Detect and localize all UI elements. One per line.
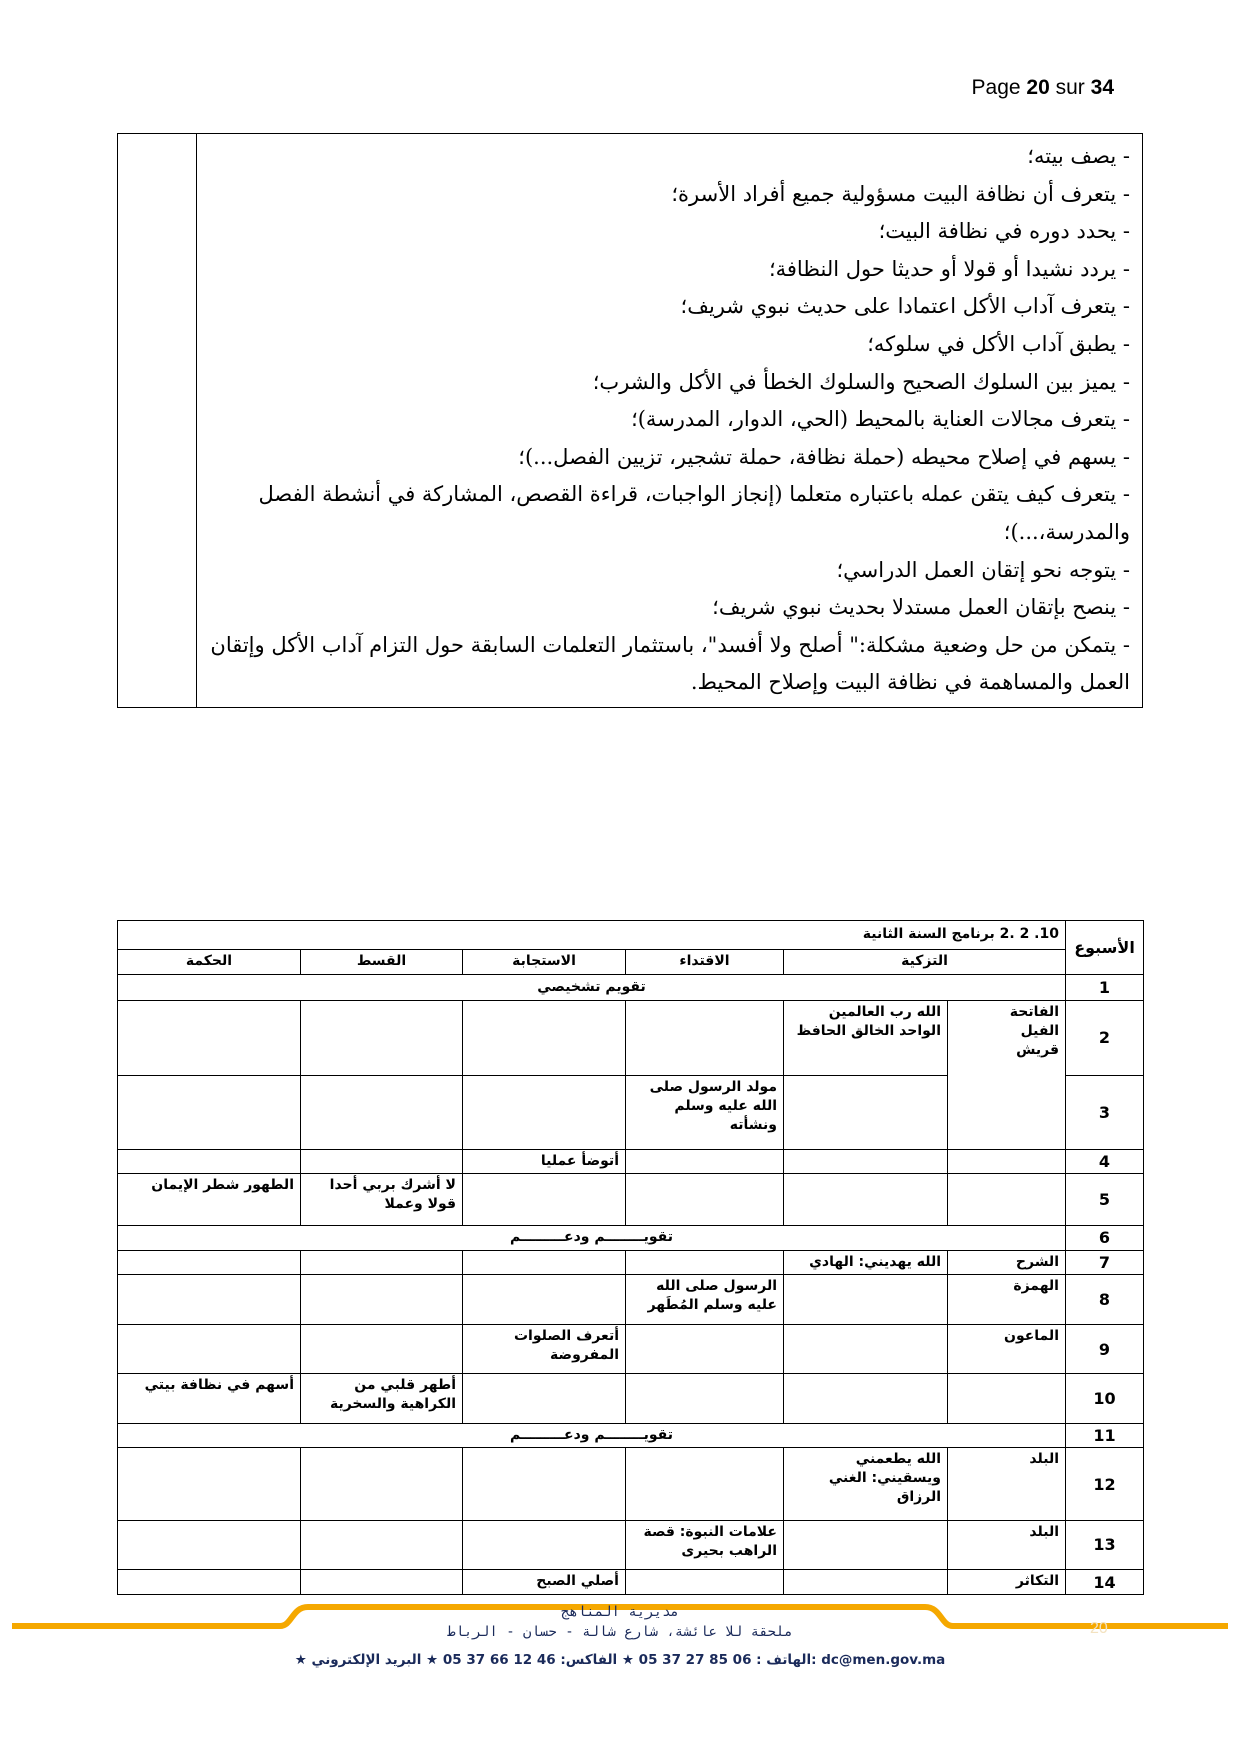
objective-item: - يحدد دوره في نظافة البيت؛ <box>878 219 1130 244</box>
objective-item: - يتعرف أن نظافة البيت مسؤولية جميع أفراد الأسرة؛ <box>671 181 1130 206</box>
iqtida-cell: مولد الرسول صلى الله عليه وسلم ونشأته <box>626 1075 784 1149</box>
empty-cell <box>784 1570 948 1595</box>
empty-cell <box>463 1250 626 1275</box>
empty-cell <box>626 1250 784 1275</box>
objectives-table <box>117 133 1143 708</box>
week-6-cell: تقويــــــــم ودعـــــــــم <box>118 1225 1066 1250</box>
empty-cell <box>118 1570 301 1595</box>
istijaba-cell: أتعرف الصلوات المفروضة <box>463 1324 626 1373</box>
empty-cell <box>118 1149 301 1174</box>
col-istijaba: الاستجابة <box>463 949 626 974</box>
empty-cell <box>118 1075 301 1149</box>
footer-page-number: 20 <box>1090 1620 1108 1637</box>
iqtida-cell: الرسول صلى الله عليه وسلم المُطَهر <box>626 1275 784 1324</box>
week-number: 6 <box>1066 1225 1144 1250</box>
week-number: 8 <box>1066 1275 1144 1324</box>
week-number: 14 <box>1066 1570 1144 1595</box>
sura-cell: البلد <box>948 1448 1066 1520</box>
objective-item: - يردد نشيدا أو قولا أو حديثا حول النظافة؛ <box>768 256 1130 281</box>
sur-word: sur <box>1055 76 1085 99</box>
empty-cell <box>463 1001 626 1075</box>
week-1-cell: تقويم تشخيصي <box>118 974 1066 1001</box>
empty-cell <box>301 1250 463 1275</box>
empty-cell <box>118 1520 301 1569</box>
empty-cell <box>301 1075 463 1149</box>
empty-cell <box>626 1448 784 1520</box>
week-number: 4 <box>1066 1149 1144 1174</box>
empty-cell <box>118 1275 301 1324</box>
objective-item: - ينصح بإتقان العمل مستدلا بحديث نبوي شريف؛ <box>712 595 1130 620</box>
empty-cell <box>301 1520 463 1569</box>
empty-cell <box>301 1448 463 1520</box>
empty-cell <box>118 1001 301 1075</box>
sura-cell: الهمزة <box>948 1275 1066 1324</box>
program-title: 10. 2 .2 برنامج السنة الثانية <box>118 921 1066 950</box>
empty-cell <box>463 1174 626 1226</box>
objectives-empty-cell <box>118 134 197 708</box>
empty-cell <box>948 1149 1066 1174</box>
objectives-cell <box>197 134 1143 708</box>
page-header <box>972 76 1114 100</box>
empty-cell <box>118 1324 301 1373</box>
objective-item: - يتمكن من حل وضعية مشكلة:" أصلح ولا أفسد"، باستثمار التعلمات السابقة حول التزام آداب الأكل وإتقان العمل والمساهمة في نظافة البيت وإصلاح المحيط. <box>210 632 1130 695</box>
col-qist: القسط <box>301 949 463 974</box>
empty-cell <box>626 1324 784 1373</box>
objective-item: - يصف بيته؛ <box>1027 144 1130 168</box>
objective-item: - يتعرف كيف يتقن عمله باعتباره متعلما (إنجاز الواجبات، قراءة القصص، المشاركة في أنشطة الفصل والمدرسة،...)؛ <box>258 482 1130 544</box>
empty-cell <box>948 1174 1066 1226</box>
empty-cell <box>784 1075 948 1149</box>
empty-cell <box>784 1149 948 1174</box>
sura-cell: البلد <box>948 1520 1066 1569</box>
sura-cell: الفاتحة الفيل قريش <box>948 1001 1066 1149</box>
empty-cell <box>626 1174 784 1226</box>
empty-cell <box>301 1570 463 1595</box>
program-table <box>117 920 1144 1595</box>
week-11-cell: تقويــــــــم ودعـــــــــم <box>118 1423 1066 1448</box>
empty-cell <box>626 1001 784 1075</box>
empty-cell <box>626 1374 784 1423</box>
objectives-list <box>197 134 1142 702</box>
empty-cell <box>463 1275 626 1324</box>
col-tazkiya: التزكية <box>784 949 1066 974</box>
empty-cell <box>301 1324 463 1373</box>
empty-cell <box>463 1448 626 1520</box>
week-number: 7 <box>1066 1250 1144 1275</box>
tazkiya-cell: الله رب العالمين الواحد الخالق الحافظ <box>784 1001 948 1075</box>
week-number: 10 <box>1066 1374 1144 1423</box>
empty-cell <box>626 1570 784 1595</box>
objective-item: - يسهم في إصلاح محيطه (حملة نظافة، حملة تشجير، تزيين الفصل...)؛ <box>518 444 1130 469</box>
hikma-cell: أسهم في نظافة بيتي <box>118 1374 301 1423</box>
empty-cell <box>784 1374 948 1423</box>
sura-cell: التكاثر <box>948 1570 1066 1595</box>
empty-cell <box>784 1275 948 1324</box>
page-number: 20 <box>1026 76 1050 99</box>
istijaba-cell: أصلي الصبح <box>463 1570 626 1595</box>
objective-item: - يتعرف مجالات العناية بالمحيط (الحي، الدوار، المدرسة)؛ <box>631 407 1130 432</box>
empty-cell <box>301 1275 463 1324</box>
empty-cell <box>301 1001 463 1075</box>
tazkiya-cell: الله يطعمني ويسقيني: الغني الرزاق <box>784 1448 948 1520</box>
footer-contact: ★ الهاتف : 06 85 27 37 05 ★ الفاكس: 46 12 66 37 05 ★ البريد الإلكتروني: dc@men.gov.ma <box>294 1652 946 1668</box>
empty-cell <box>626 1149 784 1174</box>
objective-item: - يطبق آداب الأكل في سلوكه؛ <box>867 331 1130 356</box>
week-number: 11 <box>1066 1423 1144 1448</box>
hikma-cell: الطهور شطر الإيمان <box>118 1174 301 1226</box>
qist-cell: لا أشرك بربي أحدا قولا وعملا <box>301 1174 463 1226</box>
week-number: 5 <box>1066 1174 1144 1226</box>
iqtida-cell: علامات النبوة: قصة الراهب بحيرى <box>626 1520 784 1569</box>
istijaba-cell: أتوضأ عمليا <box>463 1149 626 1174</box>
footer-org: مديرية المناهج <box>560 1604 679 1620</box>
empty-cell <box>463 1520 626 1569</box>
empty-cell <box>463 1374 626 1423</box>
col-iqtida: الاقتداء <box>626 949 784 974</box>
footer-address: ملحقة للا عائشة، شارع شالة - حسان - الرباط <box>447 1624 793 1640</box>
objective-item: - يتوجه نحو إتقان العمل الدراسي؛ <box>836 557 1130 582</box>
empty-cell <box>118 1250 301 1275</box>
page-word: Page <box>971 76 1021 99</box>
empty-cell <box>301 1149 463 1174</box>
empty-cell <box>463 1075 626 1149</box>
empty-cell <box>784 1520 948 1569</box>
empty-cell <box>784 1174 948 1226</box>
week-number: 12 <box>1066 1448 1144 1520</box>
empty-cell <box>784 1324 948 1373</box>
tazkiya-cell: الله يهديني: الهادي <box>784 1250 948 1275</box>
empty-cell <box>948 1374 1066 1423</box>
empty-cell <box>118 1448 301 1520</box>
week-number: 13 <box>1066 1520 1144 1569</box>
week-number: 3 <box>1066 1075 1144 1149</box>
week-header: الأسبوع <box>1066 921 1144 975</box>
qist-cell: أطهر قلبي من الكراهية والسخرية <box>301 1374 463 1423</box>
page-total: 34 <box>1090 76 1114 99</box>
week-number: 9 <box>1066 1324 1144 1373</box>
col-hikma: الحكمة <box>118 949 301 974</box>
week-number: 2 <box>1066 1001 1144 1075</box>
sura-cell: الشرح <box>948 1250 1066 1275</box>
sura-cell: الماعون <box>948 1324 1066 1373</box>
objective-item: - يميز بين السلوك الصحيح والسلوك الخطأ في الأكل والشرب؛ <box>592 369 1130 394</box>
week-number: 1 <box>1066 974 1144 1001</box>
objective-item: - يتعرف آداب الأكل اعتمادا على حديث نبوي شريف؛ <box>680 294 1130 319</box>
